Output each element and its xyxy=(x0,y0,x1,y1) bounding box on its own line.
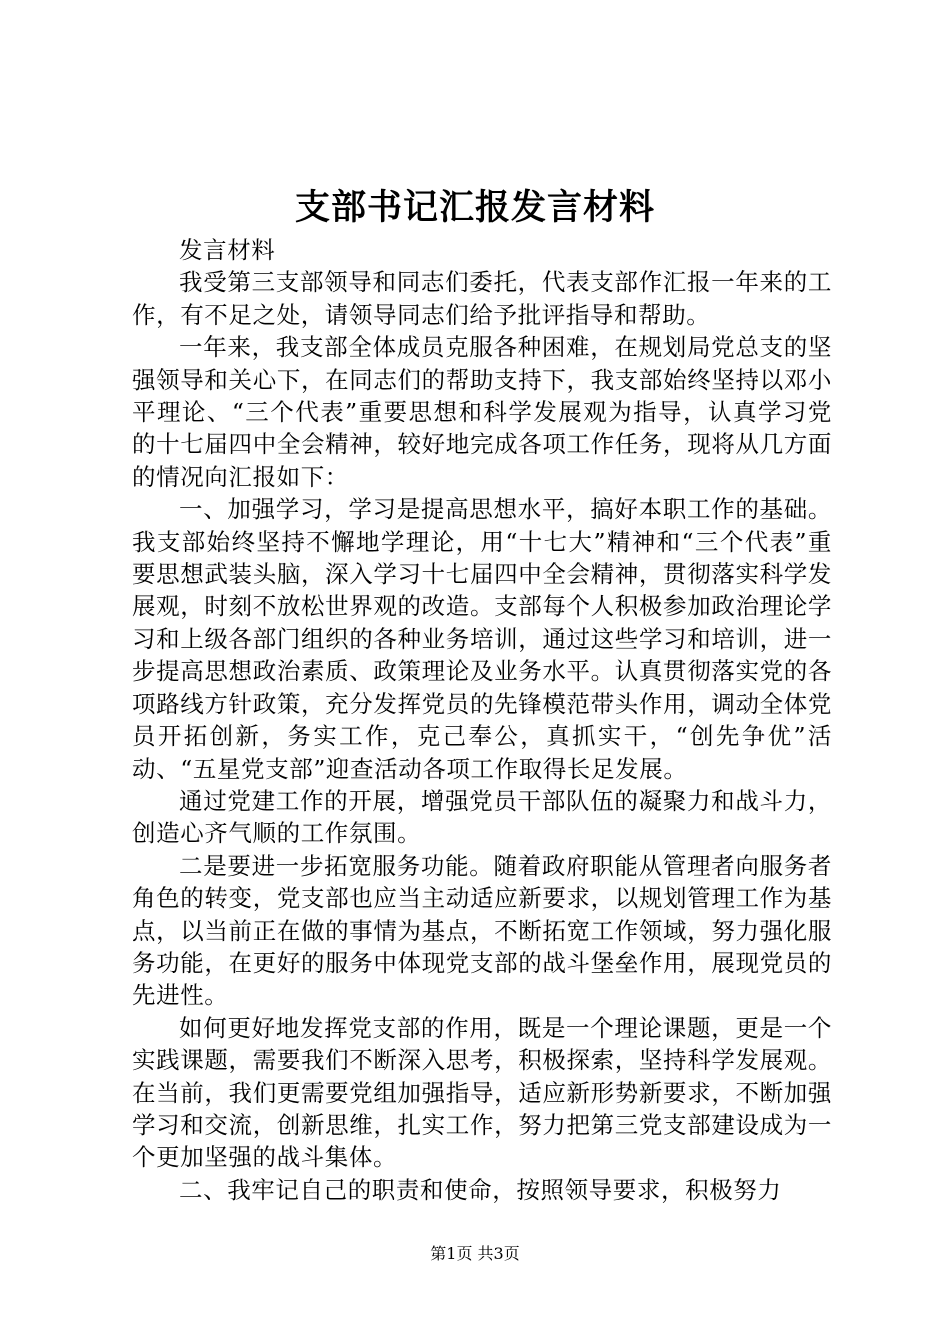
paragraph-role: 如何更好地发挥党支部的作用，既是一个理论课题，更是一个实践课题，需要我们不断深入思考，积极探索，坚持科学发展观。在当前，我们更需要党组加强指导，适应新形势新要求，不断加强学习和交流，创新思维，扎实工作，努力把第三党支部建设成为一个更加坚强的战斗集体。 xyxy=(132,1013,832,1172)
document-body xyxy=(132,234,832,1206)
paragraph-duty: 二、我牢记自己的职责和使命，按照领导要求，积极努力 xyxy=(179,1175,782,1204)
paragraph-service: 二是要进一步拓宽服务功能。随着政府职能从管理者向服务者角色的转变，党支部也应当主动适应新要求，以规划管理工作为基点，以当前正在做的事情为基点，不断拓宽工作领域，努力强化服务功能，在更好的服务中体现党支部的战斗堡垒作用，展现党员的先进性。 xyxy=(132,851,832,1010)
paragraph-overview: 一年来，我支部全体成员克服各种困难，在规划局党总支的坚强领导和关心下，在同志们的帮助支持下，我支部始终坚持以邓小平理论、“三个代表”重要思想和科学发展观为指导，认真学习党的十七届四中全会精神，较好地完成各项工作任务，现将从几方面的情况向汇报如下： xyxy=(132,333,832,491)
page-number-footer: 第1页 共3页 xyxy=(430,1244,520,1263)
paragraph-intro: 我受第三支部领导和同志们委托，代表支部作汇报一年来的工作，有不足之处，请领导同志们给予批评指导和帮助。 xyxy=(132,268,832,329)
paragraph-heading: 发言材料 xyxy=(179,236,276,264)
document-title: 支部书记汇报发言材料 xyxy=(294,188,655,228)
paragraph-party-building: 通过党建工作的开展，增强党员干部队伍的凝聚力和战斗力，创造心齐气顺的工作氛围。 xyxy=(132,786,832,848)
paragraph-study: 一、加强学习，学习是提高思想水平，搞好本职工作的基础。我支部始终坚持不懈地学理论，用“十七大”精神和“三个代表”重要思想武装头脑，深入学习十七届四中全会精神，贯彻落实科学发展观，时刻不放松世界观的改造。支部每个人积极参加政治理论学习和上级各部门组织的各种业务培训，通过这些学习和培训，进一步提高思想政治素质、政策理论及业务水平。认真贯彻落实党的各项路线方针政策，充分发挥党员的先锋模范带头作用，调动全体党员开拓创新，务实工作，克己奉公，真抓实干，“创先争优”活动、“五星党支部”迎查活动各项工作取得长足发展。 xyxy=(132,495,832,783)
